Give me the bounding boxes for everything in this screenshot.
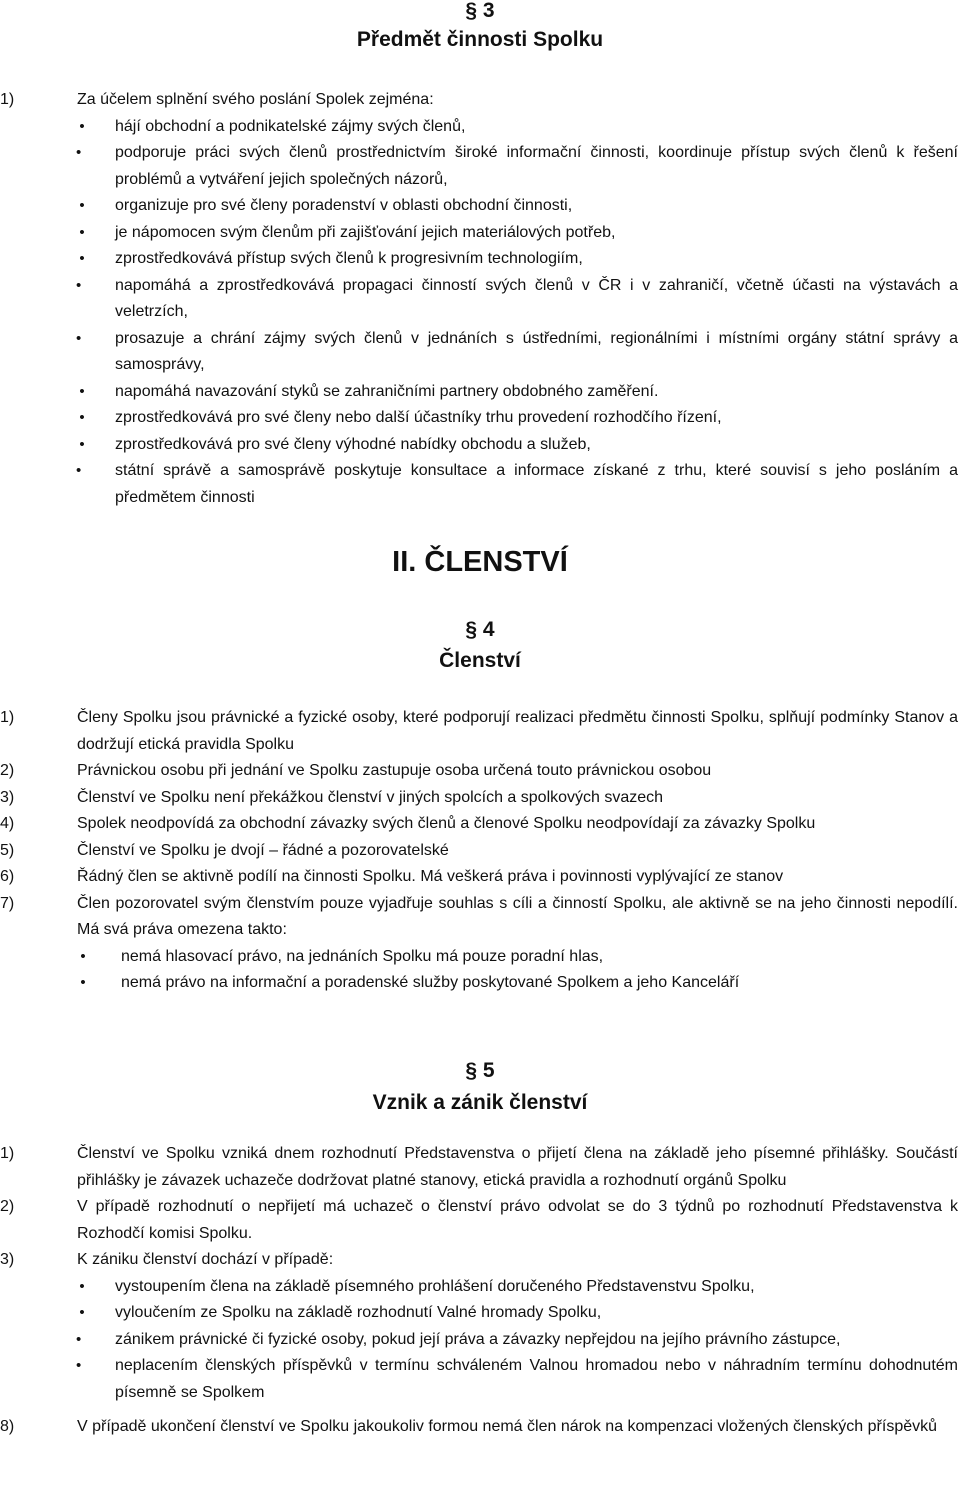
list-item-text: zánikem právnické či fyzické osoby, pokud její práva a závazky nepřejdou na jejího právního zástupce, [115,1330,841,1348]
list-item [0,458,960,511]
paragraph [0,811,960,838]
list-item [0,193,960,220]
list-item [0,140,960,193]
section-5-symbol: § 5 [465,1059,495,1082]
section-5-body [0,1141,960,1441]
section-3-symbol: § 3 [465,0,495,22]
bullet-icon: • [80,947,86,965]
list-item [0,1327,960,1354]
list-item-text: státní správě a samosprávě poskytuje konsultace a informace získané z trhu, které souvisí s jeho posláním a předmětem činnosti [115,462,958,506]
list-item-text: napomáhá a zprostředkovává propagaci činností svých členů v ČR i v zahraničí, včetně účasti na výstavách a veletrzích, [115,276,958,320]
paragraph-text: K zániku členství dochází v případě: [77,1251,334,1268]
list-item-text: je nápomocen svým členům při zajišťování jejich materiálových potřeb, [115,223,616,241]
paragraph-text: V případě rozhodnutí o nepřijetí má uchazeč o členství právo odvolat se do 3 týdnů po rozhodnutí Představenstva k Rozhodčí komisi Spolku. [77,1198,958,1242]
list-item-text: napomáhá navazování styků se zahraničními partnery obdobného zaměření. [115,382,659,400]
paragraph [0,891,960,944]
list-item-text: organizuje pro své členy poradenství v oblasti obchodní činnosti, [115,197,573,214]
paragraph [0,758,960,785]
list-item [0,944,960,971]
bullet-icon: • [76,1330,82,1348]
paragraph-number: 2) [0,762,15,779]
list-item-text: vystoupením člena na základě písemného prohlášení doručeného Představenstvu Spolku, [115,1277,755,1295]
paragraph-number: 1) [0,91,15,108]
list-item [0,273,960,326]
list-item [0,220,960,247]
bullet-icon: • [76,462,82,479]
list-item-text: prosazuje a chrání zájmy svých členů v jednáních s ústředními, regionálními i místními orgány státní správy a samosprávy, [115,329,958,373]
paragraph [0,864,960,891]
bullet-icon: • [79,117,85,135]
paragraph-text: V případě ukončení členství ve Spolku jakoukoliv formou nemá člen nárok na kompenzaci vložených členských příspěvků [77,1418,938,1435]
section-3-body [0,87,960,511]
paragraph [0,785,960,812]
list-item [0,1353,960,1406]
list-item-text: nemá právo na informační a poradenské služby poskytované Spolkem a jeho Kanceláří [121,974,740,991]
paragraph-number: 1) [0,709,15,726]
list-item-text: nemá hlasovací právo, na jednáních Spolku má pouze poradní hlas, [121,947,604,965]
bullet-icon: • [76,329,82,347]
paragraph [0,1194,960,1247]
list-item-text: zprostředkovává přístup svých členů k progresivním technologiím, [115,250,583,267]
bullet-icon: • [76,144,82,161]
paragraph-text: Členství ve Spolku není překážkou členství v jiných spolcích a spolkových svazech [77,788,664,806]
list-item-text: zprostředkovává pro své členy výhodné nabídky obchodu a služeb, [115,435,591,453]
paragraph-text: Řádný člen se aktivně podílí na činnosti Spolku. Má veškerá práva i povinnosti vyplývající ze stanov [77,868,784,885]
paragraph-text: Členy Spolku jsou právnické a fyzické osoby, které podporují realizaci předmětu činnosti Spolku, splňují podmínky Stanov a dodržují etická pravidla Spolku [77,709,958,753]
section-3-title: Předmět činnosti Spolku [356,28,604,51]
paragraph-number: 1) [0,1145,15,1162]
list-item [0,432,960,459]
section-4-body [0,705,960,997]
bullet-icon: • [79,409,85,426]
paragraph-number: 4) [0,815,15,832]
list-item [0,970,960,997]
list-item [0,246,960,273]
list-item-text: zprostředkovává pro své členy nebo další účastníky trhu provedení rozhodčího řízení, [115,409,722,426]
section-4-title: Členství [439,649,521,672]
list-item-text: podporuje práci svých členů prostřednictvím široké informační činnosti, koordinuje přístup svých členů k řešení problémů a vytváření jejich společných názorů, [115,144,958,188]
bullet-icon: • [76,276,82,294]
list-item [0,114,960,141]
bullet-icon: • [79,1277,85,1295]
paragraph-number: 2) [0,1198,15,1215]
list-item-text: neplacením členských příspěvků v termínu schváleném Valnou hromadou nebo v náhradním termínu dohodnutém písemně se Spolkem [115,1357,958,1401]
paragraph-text: Členství ve Spolku je dvojí – řádné a pozorovatelské [77,841,449,859]
paragraph-number: 8) [0,1418,15,1435]
paragraph [0,1141,960,1194]
paragraph-text: Za účelem splnění svého poslání Spolek zejména: [77,91,434,108]
paragraph [0,1414,960,1441]
section-5-title: Vznik a zánik členství [372,1091,588,1114]
list-item [0,1274,960,1301]
bullet-icon: • [79,250,85,267]
bullet-icon: • [79,382,85,400]
bullet-icon: • [79,197,85,214]
paragraph-number: 5) [0,841,15,859]
bullet-icon: • [80,974,86,991]
list-item [0,326,960,379]
paragraph [0,705,960,758]
paragraph-text: Člen pozorovatel svým členstvím pouze vyjadřuje souhlas s cíli a činností Spolku, ale aktivně se na jeho činnosti nepodílí. Má svá práva omezena takto: [77,894,958,938]
list-item-text: hájí obchodní a podnikatelské zájmy svých členů, [115,117,466,135]
paragraph-number: 6) [0,868,15,885]
paragraph-number: 7) [0,894,15,912]
paragraph-text: Členství ve Spolku vzniká dnem rozhodnutí Představenstva o přijetí člena na základě jeho písemné přihlášky. Součástí přihlášky je závazek uchazeče dodržovat platné stanovy, etická pravidla a rozhodnutí orgánů Spolku [77,1145,958,1189]
list-item [0,379,960,406]
list-item-text: vyloučením ze Spolku na základě rozhodnutí Valné hromady Spolku, [115,1304,602,1321]
paragraph-1 [0,87,960,114]
bullet-icon: • [79,223,85,241]
bullet-icon: • [79,1304,85,1321]
bullet-icon: • [76,1357,82,1374]
list-item [0,1300,960,1327]
paragraph-text: Právnickou osobu při jednání ve Spolku zastupuje osoba určená touto právnickou osobou [77,762,712,779]
paragraph-number: 3) [0,788,15,806]
paragraph [0,1247,960,1274]
list-item [0,405,960,432]
paragraph [0,838,960,865]
paragraph-text: Spolek neodpovídá za obchodní závazky svých členů a členové Spolku neodpovídají za závazky Spolku [77,815,816,832]
paragraph-number: 3) [0,1251,15,1268]
section-4-symbol: § 4 [465,618,495,641]
bullet-icon: • [79,435,85,453]
chapter-2-title: II. ČLENSTVÍ [392,546,568,578]
